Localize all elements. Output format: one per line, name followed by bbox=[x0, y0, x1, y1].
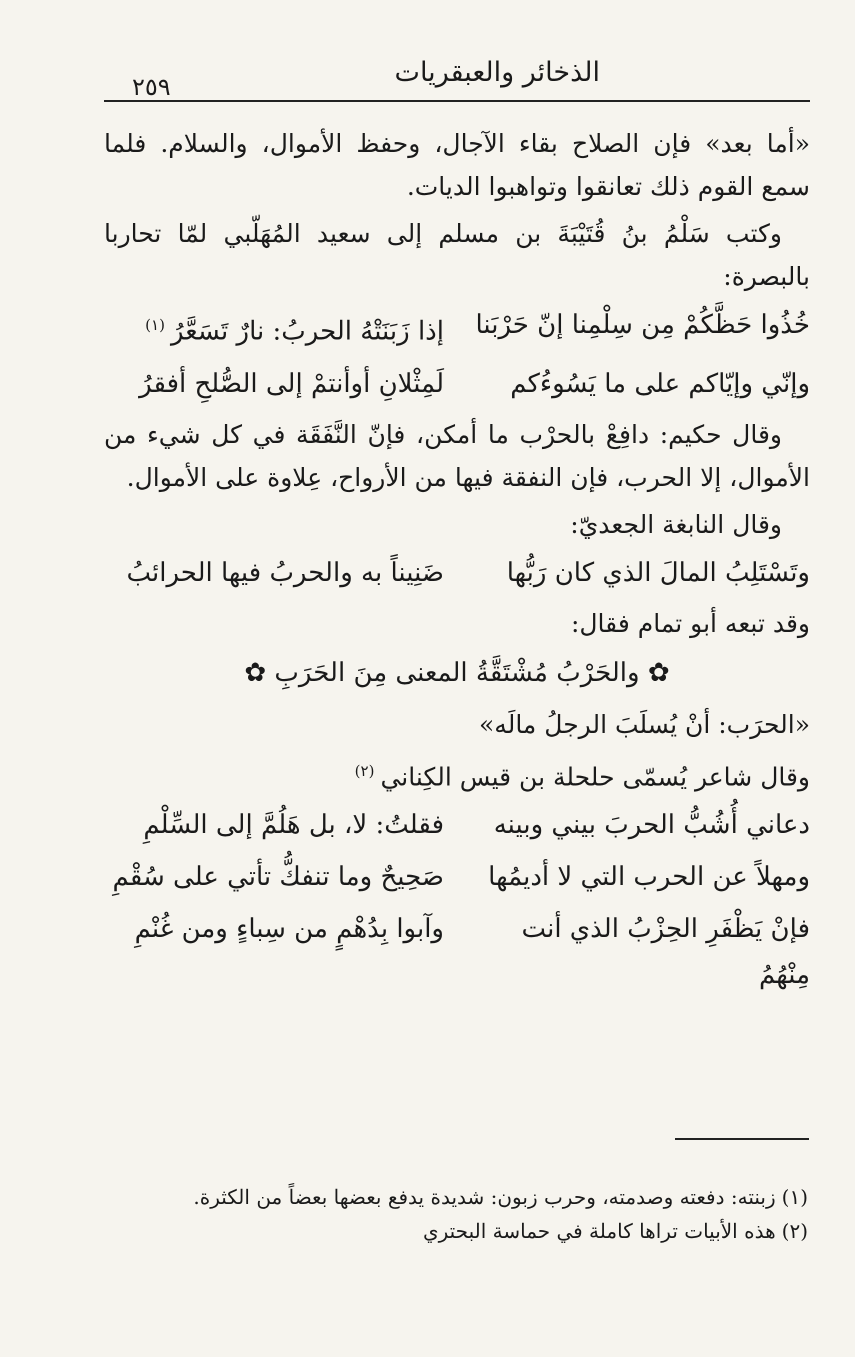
verse-5 bbox=[104, 854, 810, 900]
running-title: الذخائر والعبقريات bbox=[394, 57, 600, 88]
footnote-marker-1: (١) bbox=[145, 316, 165, 334]
verse-1-first-hemistich: خُذُوا حَظَّكُمْ مِن سِلْمِنا إنّ حَرْبَنا bbox=[475, 310, 810, 340]
paragraph-3: وقال حكيم: دافِعْ بالحرْب ما أمكن، فإنّ النَّفَقَة في كل شيء من الأموال، إلا الحرب، فإن النفقة فيها من الأرواح، عِلاوة على الأموال. bbox=[104, 419, 810, 492]
verse-3-first-hemistich: وتَسْتَلِبُ المالَ الذي كان رَبُّها bbox=[506, 557, 810, 588]
footnote-marker-2: (٢) bbox=[354, 761, 375, 780]
verse-4-second-hemistich: فقلتُ: لا، بل هَلُمَّ إلى السِّلْمِ bbox=[143, 809, 444, 840]
footnote-2 bbox=[120, 1214, 808, 1248]
page-header bbox=[104, 52, 810, 102]
footnote-rule bbox=[675, 1138, 809, 1140]
verse-4 bbox=[104, 802, 810, 848]
verse-1-second-text: إذا زَبَنَتْهُ الحربُ: نارٌ تَسَعَّرُ bbox=[170, 316, 444, 347]
verse-6 bbox=[104, 906, 810, 998]
verse-4-first-hemistich: دعاني أُشُبُّ الحربَ بيني وبينه bbox=[493, 809, 810, 840]
paragraph-1: «أما بعد» فإن الصلاح بقاء الآجال، وحفظ الأموال، والسلام. فلما سمع القوم ذلك تعانقوا وتواهبوا الديات. bbox=[104, 129, 810, 201]
paragraph-6: «الحرَب: أنْ يُسلَبَ الرجلُ مالَه» bbox=[479, 709, 810, 739]
verse-5-first-hemistich: ومهلاً عن الحرب التي لا أديمُها bbox=[488, 861, 810, 892]
footnote-2-ref: (٢) bbox=[781, 1219, 808, 1243]
verse-3-second-hemistich: ضَنِيناً به والحربُ فيها الحرائبُ bbox=[126, 557, 444, 588]
paragraph-7 bbox=[104, 750, 810, 798]
footnote-1-text: زبنته: دفعته وصدمته، وحرب زبون: شديدة يدفع بعضها بعضاً من الكثرة. bbox=[193, 1185, 776, 1209]
verse-6-first-hemistich: فإنْ يَظْفَرِ الحِزْبُ الذي أنت مِنْهُمُ bbox=[521, 913, 810, 990]
footnote-1 bbox=[120, 1180, 808, 1214]
paragraph-4: وقال النابغة الجعديّ: bbox=[570, 509, 782, 539]
verse-2-first-hemistich: وإنّي وإيّاكم على ما يَسُوءُكم bbox=[510, 368, 810, 399]
verse-3 bbox=[104, 550, 810, 596]
page-number: ٢٥٩ bbox=[132, 73, 171, 101]
footnote-1-ref: (١) bbox=[781, 1185, 808, 1209]
paragraph-5: وقد تبعه أبو تمام فقال: bbox=[570, 608, 810, 638]
verse-1 bbox=[104, 302, 810, 355]
verse-5-second-hemistich: صَحِيحٌ وما تنفكُّ تأتي على سُقْمِ bbox=[112, 861, 444, 892]
footnotes bbox=[120, 1180, 808, 1248]
verse-1-second-hemistich bbox=[104, 302, 464, 355]
footnote-2-text: هذه الأبيات تراها كاملة في حماسة البحتري bbox=[422, 1219, 776, 1243]
header-rule bbox=[104, 100, 810, 102]
verse-2 bbox=[104, 361, 810, 407]
verse-2-second-hemistich: لَمِثْلانِ أوأنتمْ إلى الصُّلحِ أفقرُ bbox=[139, 368, 444, 399]
body-text bbox=[104, 122, 810, 1004]
paragraph-7-text: وقال شاعر يُسمّى حلحلة بن قيس الكِناني bbox=[380, 761, 810, 791]
paragraph-2: وكتب سَلْمُ بنُ قُتَيْبَةَ بن مسلم إلى سعيد المُهَلّبي لمّا تحاربا بالبصرة: bbox=[104, 219, 810, 291]
verse-6-second-hemistich: وآبوا بِدُهْمٍ من سِباءٍ ومن غُنْمِ bbox=[134, 913, 444, 944]
center-verse: ✿ والحَرْبُ مُشْتَقَّةُ المعنى مِنَ الحَرَبِ ✿ bbox=[244, 657, 670, 688]
